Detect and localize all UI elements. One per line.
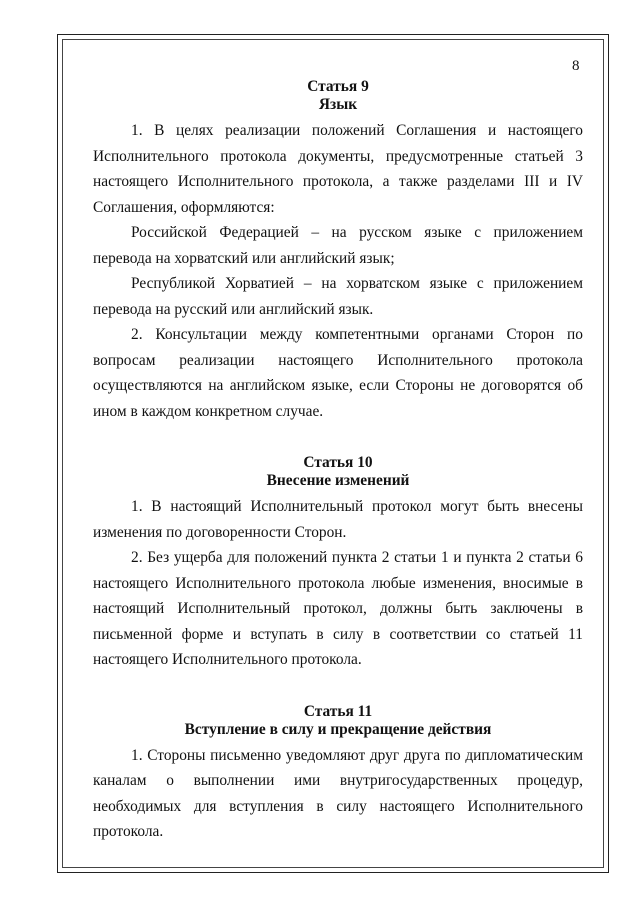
paragraph: 2. Консультации между компетентными органами Сторон по вопросам реализации настоящего Исполнительного протокола осуществляются на английском языке, если Стороны не договорятся об ином в каждом конкретном случае. [93, 326, 583, 420]
article-title: Внесение изменений [266, 472, 410, 489]
article-number: Статья 11 [303, 702, 373, 720]
article-10 [93, 454, 583, 673]
article-11 [93, 703, 583, 845]
article-number: Статья 10 [303, 454, 373, 471]
document-body [93, 78, 583, 845]
paragraph: 2. Без ущерба для положений пункта 2 статьи 1 и пункта 2 статьи 6 настоящего Исполнительного протокола любые изменения, вносимые в настоящий Исполнительный протокол, должны быть заключены в письменной форме и вступать в силу в соответствии со статьей 11 настоящего Исполнительного протокола. [93, 549, 583, 668]
paragraph: 1. В целях реализации положений Соглашения и настоящего Исполнительного протокола документы, предусмотренные статьей 3 настоящего Исполнительного протокола, а также разделами III и IV Соглашения, оформляются: [93, 122, 583, 216]
article-9 [93, 78, 583, 424]
article-number: Статья 9 [307, 78, 369, 95]
page-number: 8 [572, 58, 580, 74]
paragraph: Республикой Хорватией – на хорватском языке с приложением перевода на русский или английский язык. [93, 275, 583, 318]
article-title: Язык [318, 96, 358, 113]
article-title: Вступление в силу и прекращение действия [184, 720, 492, 738]
paragraph: 1. В настоящий Исполнительный протокол могут быть внесены изменения по договоренности Сторон. [93, 498, 583, 541]
paragraph: 1. Стороны письменно уведомляют друг друга по дипломатическим каналам о выполнении ими внутригосударственных процедур, необходимых для вступления в силу настоящего Исполнительного протокола. [93, 746, 583, 840]
paragraph: Российской Федерацией – на русском языке с приложением перевода на хорватский или английский язык; [93, 224, 583, 267]
